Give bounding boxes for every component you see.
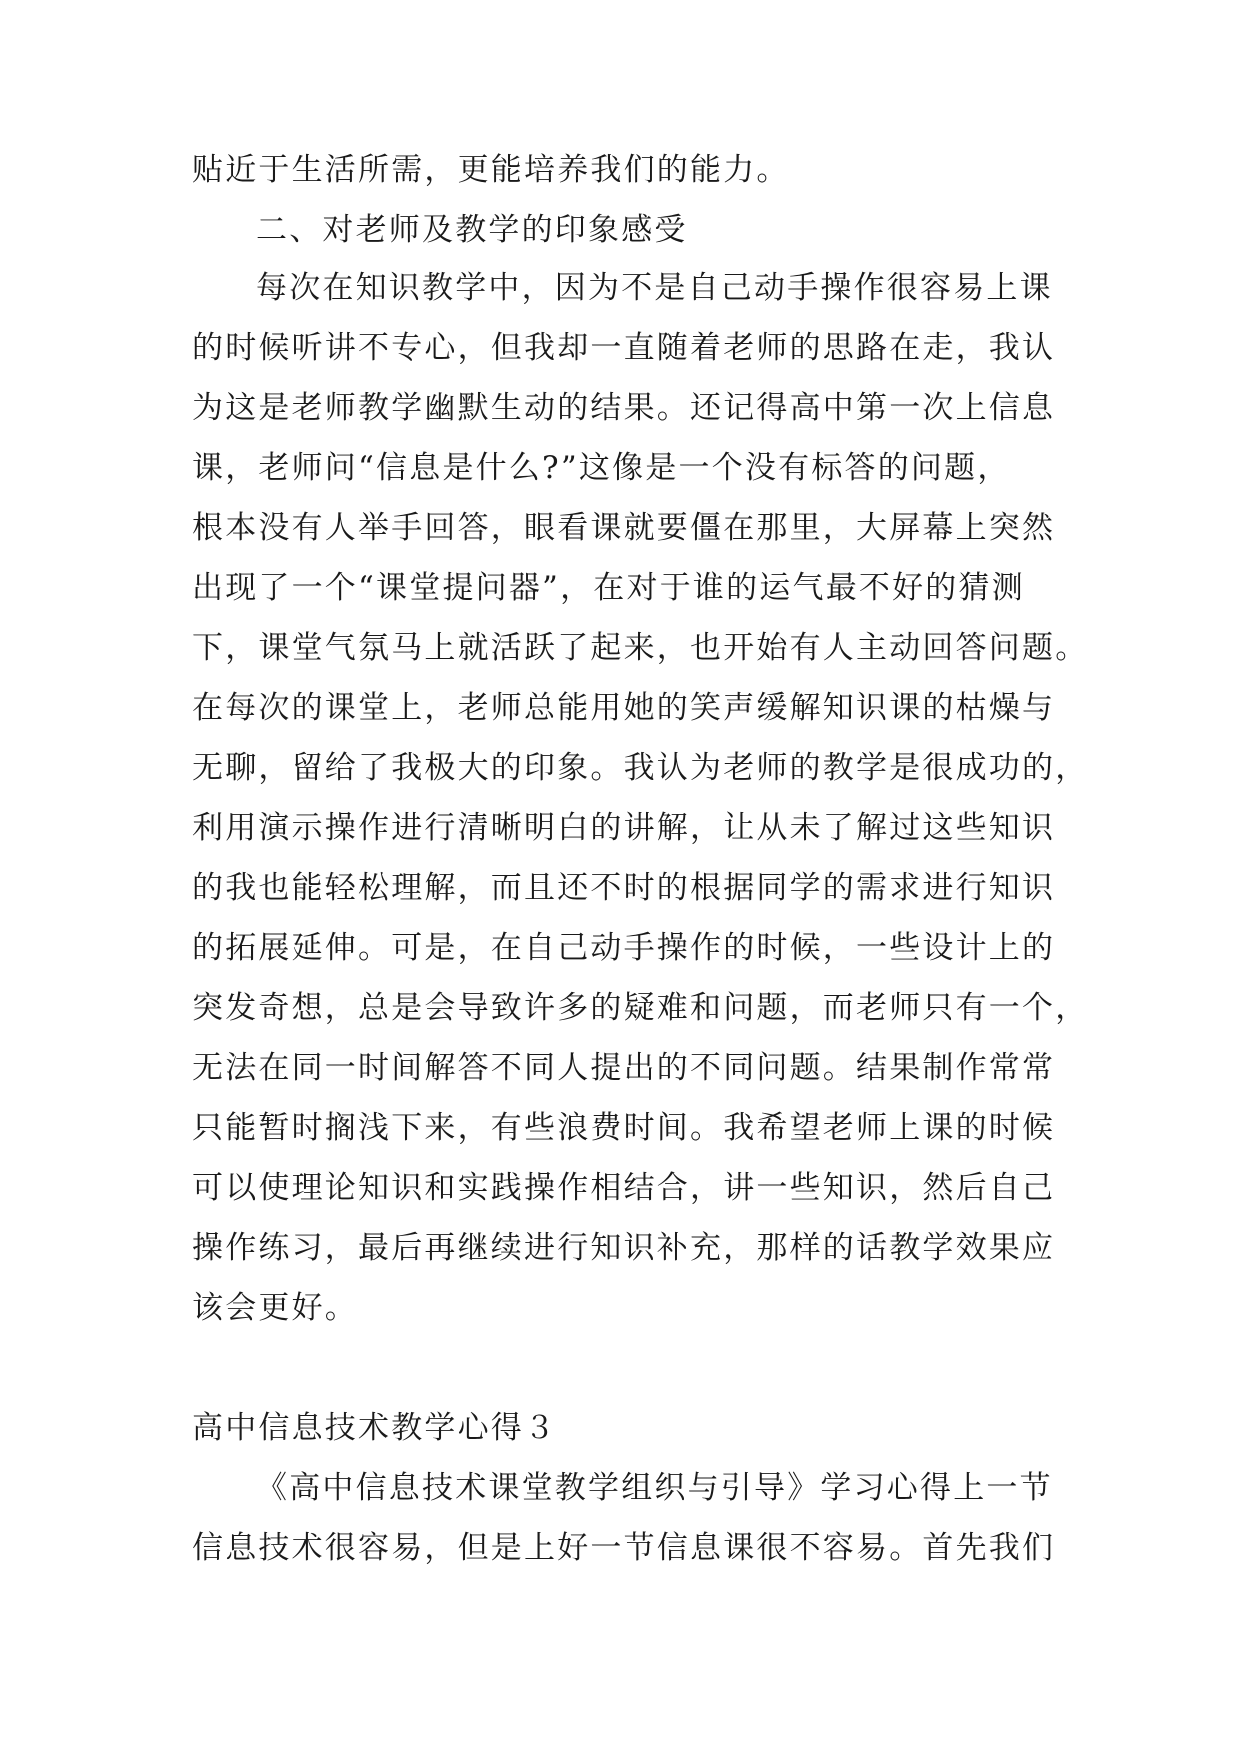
- text-line: 贴近于生活所需，更能培养我们的能力。: [192, 152, 790, 188]
- text-line: 利用演示操作进行清晰明白的讲解，让从未了解过这些知识: [192, 810, 1056, 846]
- text-line: 在每次的课堂上，老师总能用她的笑声缓解知识课的枯燥与: [192, 690, 1056, 726]
- text-line: 为这是老师教学幽默生动的结果。还记得高中第一次上信息: [192, 390, 1056, 426]
- text-line: 无法在同一时间解答不同人提出的不同问题。结果制作常常: [192, 1050, 1056, 1086]
- text-line: 根本没有人举手回答，眼看课就要僵在那里，大屏幕上突然: [192, 510, 1056, 546]
- text-line: 出现了一个“课堂提问器”，在对于谁的运气最不好的猜测: [192, 570, 1025, 606]
- text-line: 课，老师问“信息是什么?”这像是一个没有标答的问题，: [192, 450, 1011, 486]
- text-line: 每次在知识教学中，因为不是自己动手操作很容易上课: [256, 270, 1053, 306]
- text-line: 《高中信息技术课堂教学组织与引导》学习心得上一节: [256, 1470, 1053, 1506]
- text-line: 只能暂时搁浅下来，有些浪费时间。我希望老师上课的时候: [192, 1110, 1056, 1146]
- text-line: 的我也能轻松理解，而且还不时的根据同学的需求进行知识: [192, 870, 1056, 906]
- text-line: 的时候听讲不专心，但我却一直随着老师的思路在走，我认: [192, 330, 1056, 366]
- text-line: 该会更好。: [192, 1290, 358, 1326]
- text-line: 无聊，留给了我极大的印象。我认为老师的教学是很成功的，: [192, 750, 1089, 786]
- text-line: 信息技术很容易，但是上好一节信息课很不容易。首先我们: [192, 1530, 1056, 1566]
- text-line: 突发奇想，总是会导致许多的疑难和问题，而老师只有一个，: [192, 990, 1089, 1026]
- text-line: 操作练习，最后再继续进行知识补充，那样的话教学效果应: [192, 1230, 1056, 1266]
- document-subtitle: 高中信息技术教学心得３: [192, 1410, 558, 1446]
- text-line: 可以使理论知识和实践操作相结合，讲一些知识，然后自己: [192, 1170, 1056, 1206]
- text-line: 下，课堂气氛马上就活跃了起来，也开始有人主动回答问题。: [192, 630, 1089, 666]
- section-heading: 二、对老师及教学的印象感受: [256, 212, 688, 248]
- text-line: 的拓展延伸。可是，在自己动手操作的时候，一些设计上的: [192, 930, 1056, 966]
